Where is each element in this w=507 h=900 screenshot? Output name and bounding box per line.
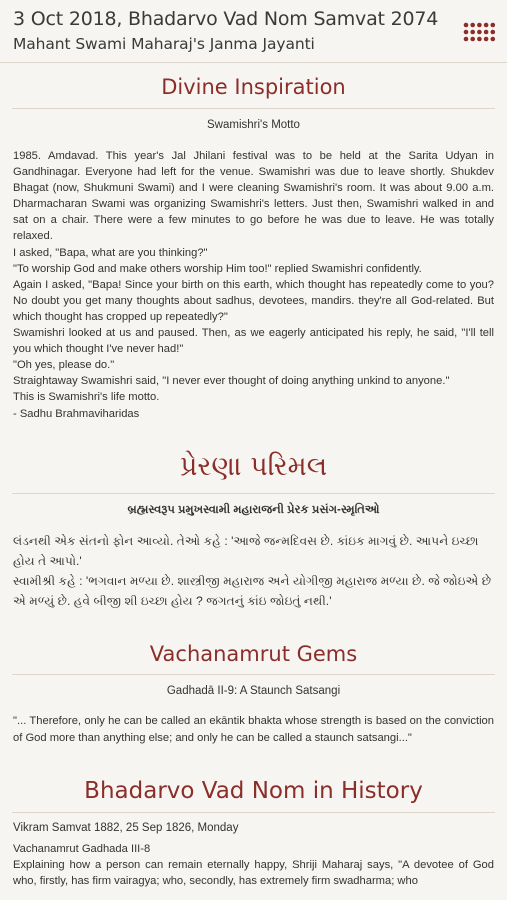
vachanamrut-gems-quote: "... Therefore, only he can be called an ekāntik bhakta whose strength is based on the conviction of God more than anything else; and only he can be called a staunch satsangi...": [13, 714, 494, 744]
body-paragraph: This is Swamishri's life motto.: [13, 391, 160, 404]
divine-inspiration-subtitle: Swamishri's Motto: [207, 119, 300, 131]
divider: [12, 493, 495, 494]
body-paragraph: Swamishri looked at us and paused. Then, as we eagerly anticipated his reply, he said, "I'll tell you which thought I've never had!": [13, 327, 494, 356]
body-paragraph: I asked, "Bapa, what are you thinking?": [13, 246, 208, 259]
vachanamrut-gems-section: [0, 639, 507, 747]
divider: [12, 108, 495, 109]
header-date: 3 Oct 2018, Bhadarvo Vad Nom Samvat 2074: [13, 8, 439, 30]
author-credit: - Sadhu Brahmaviharidas: [13, 407, 140, 420]
grid-dots-icon[interactable]: [460, 18, 496, 46]
divider: [12, 674, 495, 675]
main-content: [0, 62, 507, 889]
divine-inspiration-title: Divine Inspiration: [161, 75, 346, 99]
divine-inspiration-body: [13, 148, 494, 422]
body-paragraph: Again I asked, "Bapa! Since your birth on this earth, which thought has repeatedly come to you? No doubt you get many thoughts about sadhus, devotees, mandirs. they're all God-related. But which thought has cropped up repeatedly?": [13, 278, 494, 323]
body-paragraph: "To worship God and make others worship Him too!" replied Swamishri confidently.: [13, 262, 422, 275]
prerna-parimal-subtitle: બ્રહ્મસ્વરૂપ પ્રમુખસ્વામી મહારાજની પ્રેરક પ્રસંગ-સ્મૃતિઓ: [127, 503, 380, 516]
vachanamrut-gems-title: Vachanamrut Gems: [149, 641, 358, 666]
history-title: Bhadarvo Vad Nom in History: [84, 777, 423, 804]
app-header: [0, 0, 507, 63]
history-body: Explaining how a person can remain eternally happy, Shriji Maharaj says, "A devotee of God who, firstly, has firm vairagya; who, secondly, has extremely firm swadharma; who: [13, 858, 494, 887]
header-occasion: Mahant Swami Maharaj's Janma Jayanti: [13, 35, 315, 53]
prerna-parimal-section: [0, 448, 507, 611]
body-paragraph: સ્વામીશ્રી કહે : 'ભગવાન મળ્યા છે. શાસ્ત્રીજી મહારાજ અને યોગીજી મહારાજ મળ્યા છે. જે જોઇએ છે એ મળ્યું છે. હવે બીજી શી ઇચ્છા હોય ? જગતનું કાંઇ જોઇતું નથી.': [13, 573, 492, 608]
body-paragraph: લંડનથી એક સંતનો ફોન આવ્યો. તેઓ કહે : 'આજે જન્મદિવસ છે. કાંઇક માગવું છે. આપને ઇચ્છા હોય તે આપો.': [13, 533, 479, 568]
body-paragraph: 1985. Amdavad. This year's Jal Jhilani festival was to be held at the Sarita Udyan in Gandhinagar. Everyone had left for the venue. Swamishri was due to leave shortly. Shukdev Bhagat (now, Shukmuni Swami) and I were cleaning Swamishri's room. It was about 9.00 a.m. Dharmacharan Swami was organizing Swamishri's letters. Just then, Swamishri walked in and sat on a chair. There were a few minutes to go before he was due to leave. He was totally relaxed.: [13, 150, 494, 243]
body-paragraph: Straightaway Swamishri said, "I never ever thought of doing anything unkind to anyone.": [13, 375, 450, 388]
prerna-parimal-title: પ્રેરણા પરિમલ: [179, 450, 328, 482]
divider: [12, 812, 495, 813]
grid-dots-icon-graphic: [460, 18, 496, 46]
history-reference: Vachanamrut Gadhada III-8: [13, 842, 151, 855]
prerna-parimal-body: [13, 531, 494, 611]
divine-inspiration-section: [0, 72, 507, 422]
vachanamrut-gems-subtitle: Gadhadā II-9: A Staunch Satsangi: [166, 684, 341, 697]
history-date-line: Vikram Samvat 1882, 25 Sep 1826, Monday: [13, 821, 239, 834]
history-section: [0, 775, 507, 889]
body-paragraph: "Oh yes, please do.": [13, 359, 115, 372]
